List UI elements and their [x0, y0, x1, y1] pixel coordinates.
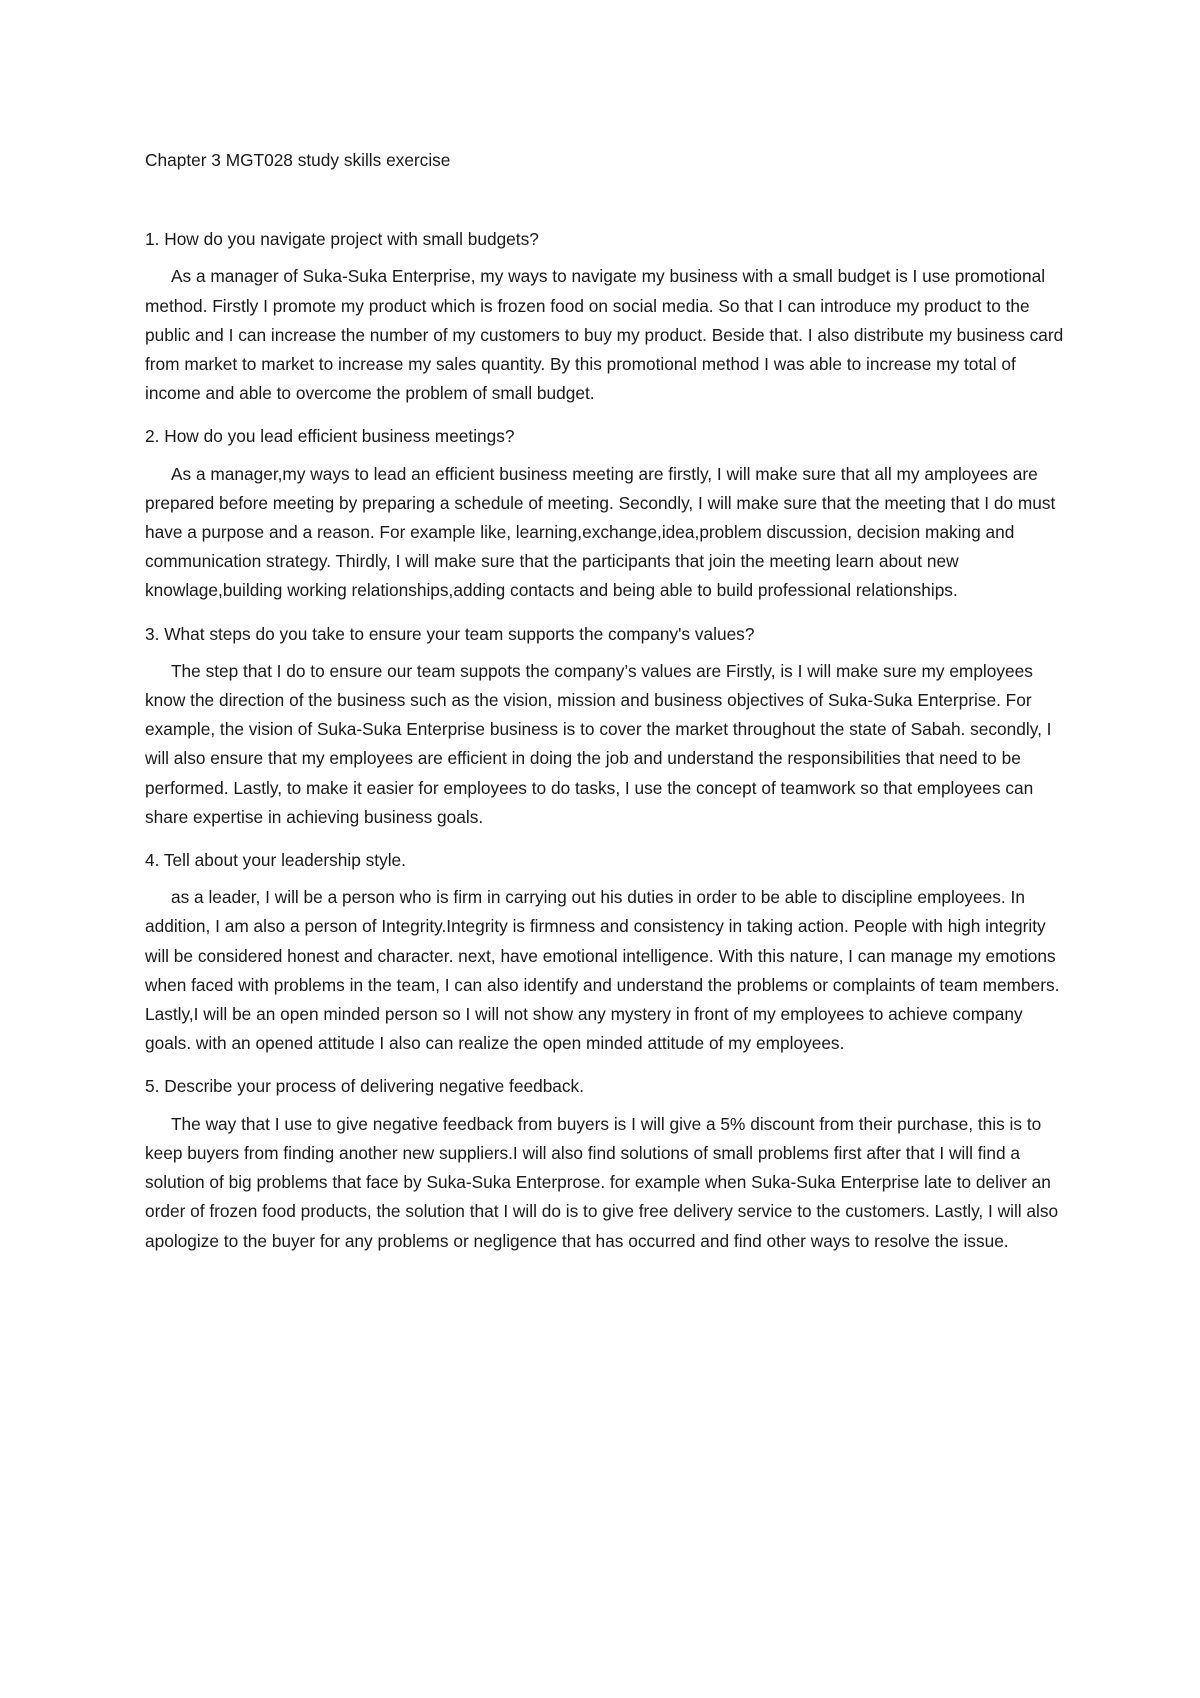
document-body [145, 146, 1065, 1270]
qa-section-5 [145, 1072, 1065, 1255]
question-1: 1. How do you navigate project with small budgets? [145, 229, 539, 250]
qa-section-4 [145, 846, 1065, 1058]
answer-4: as a leader, I will be a person who is firm in carrying out his duties in order to be able to discipline employees. In addition, I am also a person of Integrity.Integrity is firmness and consistency in taking action. People with high integrity will be considered honest and character. next, have emotional intelligence. With this nature, I can manage my emotions when faced with problems in the team, I can also identify and understand the problems or complaints of team members. Lastly,I will be an open minded person so I will not show any mystery in front of my employees to achieve company goals. with an opened attitude I also can realize the open minded attitude of my employees. [145, 887, 1060, 1054]
answer-5: The way that I use to give negative feedback from buyers is I will give a 5% discount from their purchase, this is to keep buyers from finding another new suppliers.I will also find solutions of small problems first after that I will find a solution of big problems that face by Suka-Suka Enterprose. for example when Suka-Suka Enterprise late to deliver an order of frozen food products, the solution that I will do is to give free delivery service to the customers. Lastly, I will also apologize to the buyer for any problems or negligence that has occurred and find other ways to resolve the issue. [145, 1113, 1059, 1251]
qa-section-1 [145, 225, 1065, 408]
qa-section-2 [145, 422, 1065, 605]
question-2: 2. How do you lead efficient business meetings? [145, 426, 515, 447]
question-3: 3. What steps do you take to ensure your team supports the company's values? [145, 623, 755, 644]
qa-section-3 [145, 620, 1065, 832]
answer-2: As a manager,my ways to lead an efficient business meeting are firstly, I will make sure that all my amployees are prepared before meeting by preparing a schedule of meeting. Secondly, I will make sure that the meeting that I do must have a purpose and a reason. For example like, learning,exchange,idea,problem discussion, decision making and communication strategy. Thirdly, I will make sure that the participants that join the meeting learn about new knowlage,building working relationships,adding contacts and being able to build professional relationships. [145, 463, 1056, 601]
answer-3: The step that I do to ensure our team suppots the company’s values are Firstly, is I will make sure my employees know the direction of the business such as the vision, mission and business objectives of Suka-Suka Enterprise. For example, the vision of Suka-Suka Enterprise business is to cover the market throughout the state of Sabah. secondly, I will also ensure that my employees are efficient in doing the job and understand the responsibilities that need to be performed. Lastly, to make it easier for employees to do tasks, I use the concept of teamwork so that employees can share expertise in achieving business goals. [145, 660, 1052, 827]
question-5: 5. Describe your process of delivering negative feedback. [145, 1076, 584, 1097]
answer-1: As a manager of Suka-Suka Enterprise, my ways to navigate my business with a small budget is I use promotional method. Firstly I promote my product which is frozen food on social media. So that I can introduce my product to the public and I can increase the number of my customers to buy my product. Beside that. I also distribute my business card from market to market to increase my sales quantity. By this promotional method I was able to increase my total of income and able to overcome the problem of small budget. [145, 266, 1064, 404]
document-title: Chapter 3 MGT028 study skills exercise [145, 150, 451, 170]
question-4: 4. Tell about your leadership style. [145, 850, 406, 871]
